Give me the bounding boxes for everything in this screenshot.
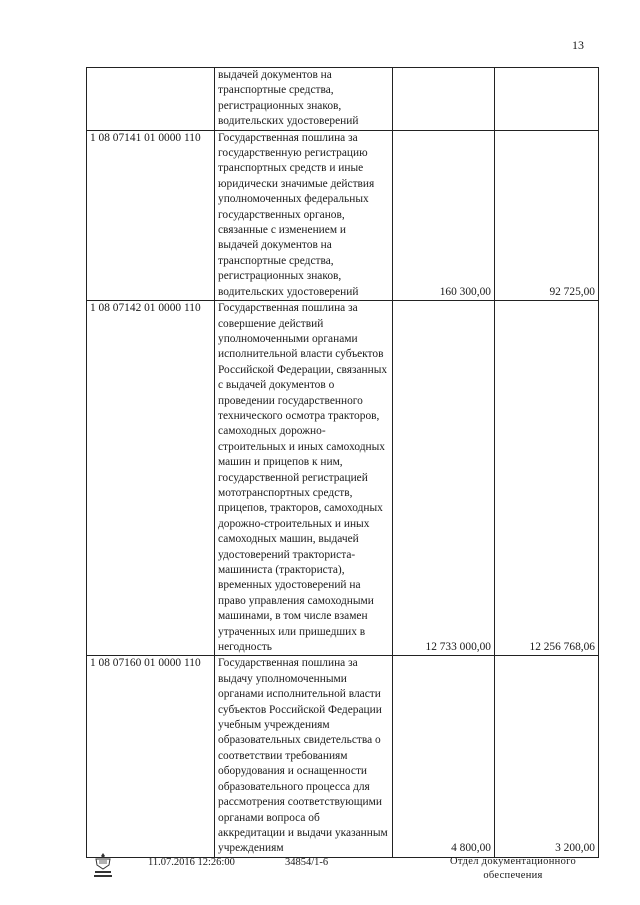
- planned-amount-cell: [393, 68, 495, 131]
- revenue-code-cell: [87, 68, 215, 131]
- revenue-code-cell: 1 08 07141 01 0000 110: [87, 130, 215, 300]
- revenue-name-cell: Государственная пошлина за государственную регистрацию транспортных средств и иные юридически значимые действия уполномоченных федеральных государственных органов, связанные с изменением и выдачей документов на транспортные средства, регистрационных знаков, водительских удостоверений: [215, 130, 393, 300]
- table-row: [87, 656, 599, 857]
- revenue-name-cell: Государственная пошлина за выдачу уполномоченными органами исполнительной власти субъектов Российской Федерации учебным учреждениям образовательных свидетельства о соответствии требованиям оборудования и оснащенности образовательного процесса для рассмотрения соответствующими органами вопроса об аккредитации и выдачи указанным учреждениям: [215, 656, 393, 857]
- revenue-name-cell: Государственная пошлина за совершение действий уполномоченными органами исполнительной власти субъектов Российской Федерации, связанных с выдачей документов о проведении государственного технического осмотра тракторов, самоходных дорожно-строительных и иных самоходных машин и прицепов к ним, государственной регистрацией мототранспортных средств, прицепов, тракторов, самоходных дорожно-строительных и иных самоходных машин, выдачей удостоверений тракториста-машиниста (тракториста), временных удостоверений на право управления самоходными машинами, в том числе взамен утраченных или пришедших в негодность: [215, 301, 393, 656]
- planned-amount-cell: 4 800,00: [393, 656, 495, 857]
- department-stamp: Отдел документационного обеспечения: [449, 856, 577, 881]
- actual-amount-cell: 12 256 768,06: [495, 301, 599, 656]
- planned-amount-cell: 12 733 000,00: [393, 301, 495, 656]
- budget-revenue-table: [86, 67, 599, 858]
- print-timestamp: 11.07.2016 12:26:00: [148, 857, 235, 868]
- page-number: 13: [572, 38, 584, 52]
- actual-amount-cell: 92 725,00: [495, 130, 599, 300]
- revenue-code-cell: 1 08 07142 01 0000 110: [87, 301, 215, 656]
- actual-amount-cell: [495, 68, 599, 131]
- planned-amount-cell: 160 300,00: [393, 130, 495, 300]
- revenue-name-cell: выдачей документов на транспортные средства, регистрационных знаков, водительских удостоверений: [215, 68, 393, 131]
- table-row: [87, 301, 599, 656]
- actual-amount-cell: 3 200,00: [495, 656, 599, 857]
- coat-of-arms-icon: [92, 852, 114, 878]
- revenue-code-cell: 1 08 07160 01 0000 110: [87, 656, 215, 857]
- table-row: [87, 68, 599, 131]
- table-row: [87, 130, 599, 300]
- document-number: 34854/1-6: [285, 857, 329, 868]
